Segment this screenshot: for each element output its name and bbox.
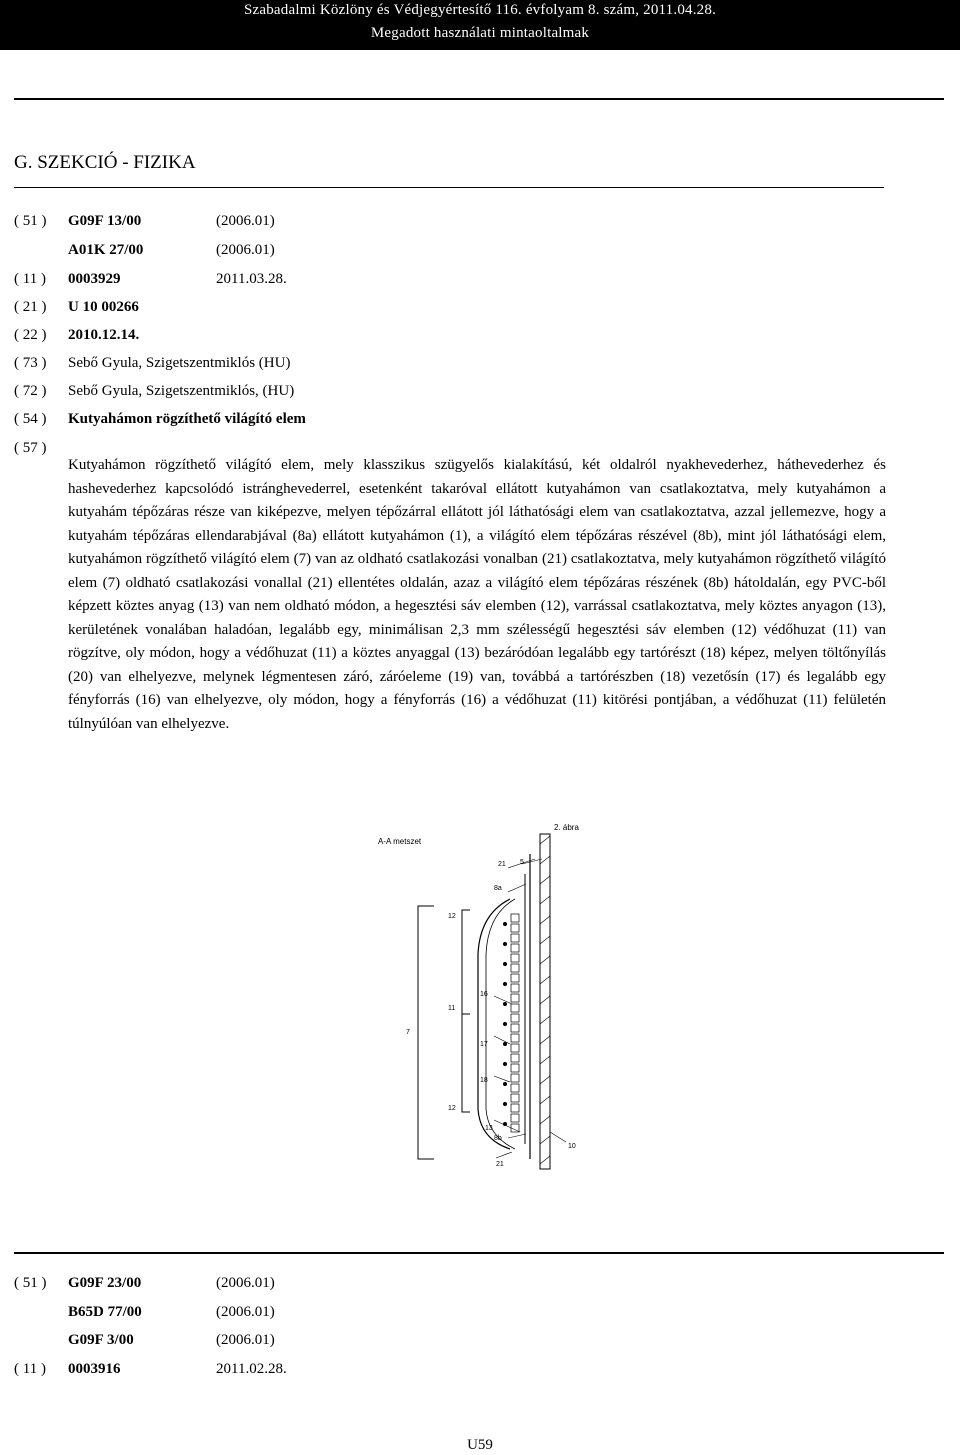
- inid-code: ( 51 ): [14, 213, 47, 229]
- top-rule: [14, 98, 944, 100]
- bracket-7: [418, 906, 434, 1159]
- label-21-top: 21: [498, 861, 506, 868]
- label-21-bottom: 21: [496, 1161, 504, 1168]
- label-13: 13: [485, 1125, 493, 1132]
- housing-inner: [486, 899, 515, 1149]
- inid-code: ( 73 ): [14, 355, 47, 371]
- inid-code: ( 11 ): [14, 271, 46, 287]
- inid-code: ( 21 ): [14, 299, 47, 315]
- owner: Sebő Gyula, Szigetszentmiklós (HU): [68, 355, 291, 371]
- label-16: 16: [480, 991, 488, 998]
- registration-date: 2011.02.28.: [216, 1361, 287, 1377]
- bracket-12-bottom: [462, 1014, 470, 1112]
- inid-code: ( 22 ): [14, 327, 47, 343]
- inid-code: ( 51 ): [14, 1275, 47, 1291]
- figure-caption: 2. ábra: [554, 823, 579, 832]
- ipc-version: (2006.01): [216, 213, 275, 229]
- ipc-class: G09F 13/00: [68, 213, 142, 229]
- page-number: U59: [467, 1437, 493, 1453]
- inid-code: ( 11 ): [14, 1361, 46, 1377]
- ipc-class: B65D 77/00: [68, 1304, 142, 1320]
- label-12-bottom: 12: [448, 1105, 456, 1112]
- ipc-version: (2006.01): [216, 1332, 275, 1348]
- journal-title: Szabadalmi Közlöny és Védjegyértesítő 116. évfolyam 8. szám, 2011.04.28.: [243, 2, 717, 18]
- label-7: 7: [406, 1029, 410, 1036]
- led-dots: [503, 922, 507, 1126]
- label-5: 5: [520, 859, 524, 866]
- section-label: A-A metszet: [378, 837, 422, 846]
- ipc-class: G09F 23/00: [68, 1275, 142, 1291]
- section-title: G. SZEKCIÓ - FIZIKA: [14, 152, 196, 173]
- label-12-top: 12: [448, 913, 456, 920]
- registration-number: 0003929: [68, 271, 121, 287]
- journal-subtitle: Megadott használati mintaoltalmak: [370, 25, 590, 41]
- label-8b: 8b: [494, 1135, 502, 1142]
- filing-date: 2010.12.14.: [68, 327, 140, 343]
- model-title: Kutyahámon rögzíthető világító elem: [68, 411, 306, 427]
- inid-code: ( 72 ): [14, 383, 47, 399]
- header-band: [0, 0, 960, 50]
- registration-number: 0003916: [68, 1361, 121, 1377]
- strap-outline: [540, 834, 550, 1169]
- ipc-version: (2006.01): [216, 1275, 275, 1291]
- inid-code: ( 57 ): [14, 440, 47, 456]
- label-18: 18: [480, 1077, 488, 1084]
- label-11: 11: [448, 1005, 456, 1012]
- label-10: 10: [568, 1143, 576, 1150]
- inid-code: ( 54 ): [14, 411, 47, 427]
- ipc-class: A01K 27/00: [68, 242, 144, 258]
- application-number: U 10 00266: [68, 299, 139, 315]
- ipc-version: (2006.01): [216, 242, 275, 258]
- abstract-text: Kutyahámon rögzíthető világító elem, mely klasszikus szügyelős kialakítású, két oldalról nyakhevederhez, háthevederhez és hashevederhez kapcsolódó istránghevederrel, esetenként takaróval ellátott kutyahámon van csatlakoztatva, mely kutyahámon a kutyahám tépőzáras része van kiképezve, melyen tépőzárral ellátott jól láthatósági elem van csatlakoztatva, azzal jellemezve, hogy a kutyahám tépőzáras ellendarabjával (8a) ellátott kutyahámon (1), a világító elem tépőzáras részével (8b), mint jól láthatósági elem, kutyahámon rögzíthető világító elem (7) van az oldható csatlakozási vonalban (21) csatlakoztatva, mely kutyahámon rögzíthető világító elem (7) oldható csatlakozási vonallal (21) ellentétes oldalán, azaz a világító elem tépőzáras részének (8b) hátoldalán, egy PVC-ből képzett köztes anyag (13) van nem oldható módon, a hegesztési sáv elemben (12), varrással csatlakoztatva, mely köztes anyagon (13), kerületének vonalában haladóan, legalább egy, minimálisan 2,3 mm szélességű hegesztési sáv elemben (12) védőhuzat (11) van rögzítve, oly módon, hogy a védőhuzat (11) a köztes anyaggal (13) bezáródóan legalább egy tartórészt (18) képez, melyen töltőnyílás (20) van elhelyezve, melynek légmentesen záró, záróeleme (19) van, továbbá a tartórészben (18) vezetősín (17) és legalább egy fényforrás (16) van elhelyezve, oly módon, hogy a fényforrás (16) a védőhuzat (11) kitörési pontjában, a védőhuzat (11) felületén túlnyúlóan van elhelyezve.: [68, 457, 886, 732]
- ipc-version: (2006.01): [216, 1304, 275, 1320]
- record-separator-rule: [14, 1252, 944, 1254]
- label-8a: 8a: [494, 885, 502, 892]
- registration-date: 2011.03.28.: [216, 271, 287, 287]
- inventor: Sebő Gyula, Szigetszentmiklós, (HU): [68, 383, 295, 399]
- section-rule: [14, 187, 884, 188]
- bracket-12-top: [462, 910, 470, 1014]
- label-17: 17: [480, 1041, 488, 1048]
- ipc-class: G09F 3/00: [68, 1332, 134, 1348]
- led-chain: [511, 914, 519, 1132]
- patent-drawing: [360, 814, 600, 1174]
